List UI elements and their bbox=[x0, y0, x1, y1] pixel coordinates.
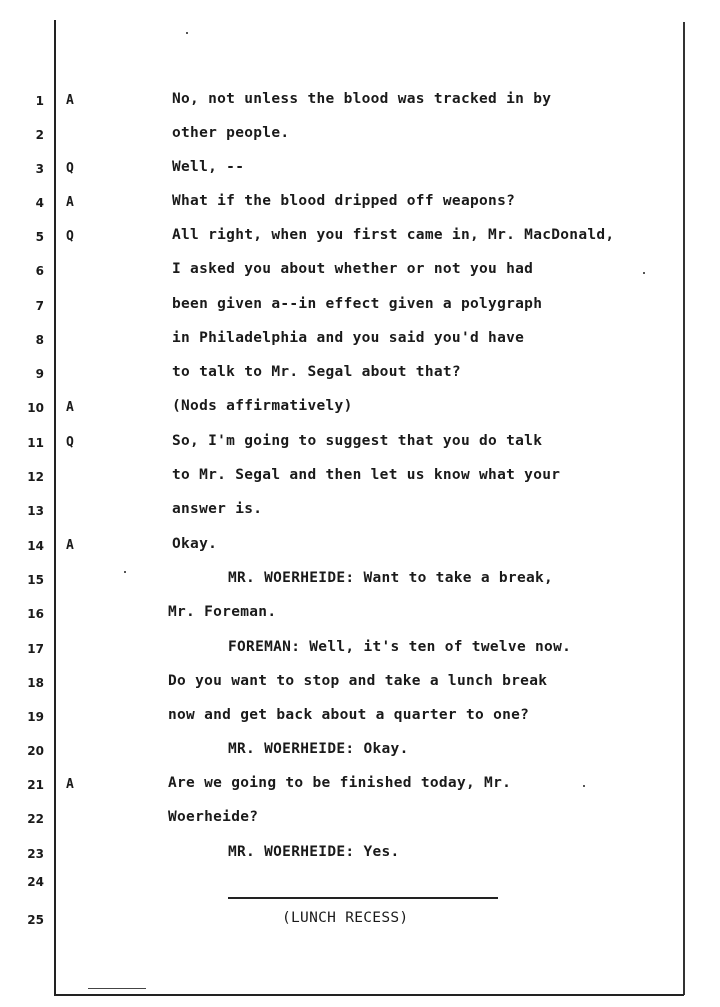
line-number: 11 bbox=[27, 436, 44, 450]
bottom-margin-rule bbox=[54, 994, 684, 996]
transcript-line bbox=[0, 808, 720, 832]
transcript-line bbox=[0, 158, 720, 182]
line-text: in Philadelphia and you said you'd have bbox=[172, 330, 525, 346]
line-number: 13 bbox=[27, 504, 44, 518]
transcript-line bbox=[0, 603, 720, 627]
line-number: 24 bbox=[27, 875, 44, 889]
transcript-line bbox=[0, 192, 720, 216]
line-number: 1 bbox=[35, 94, 44, 108]
speaker-label: Q bbox=[66, 161, 74, 176]
transcript-line bbox=[0, 706, 720, 730]
line-text: Woerheide? bbox=[168, 809, 259, 825]
line-text: (LUNCH RECESS) bbox=[282, 910, 409, 926]
line-number: 9 bbox=[35, 367, 44, 381]
transcript-line bbox=[0, 909, 720, 933]
line-text: MR. WOERHEIDE: Want to take a break, bbox=[228, 570, 554, 586]
line-text: been given a--in effect given a polygraph bbox=[172, 296, 543, 312]
line-text: FOREMAN: Well, it's ten of twelve now. bbox=[228, 639, 572, 655]
transcript-line bbox=[0, 672, 720, 696]
line-number: 23 bbox=[27, 847, 44, 861]
line-number: 7 bbox=[35, 299, 44, 313]
line-text: Mr. Foreman. bbox=[168, 604, 277, 620]
line-text: MR. WOERHEIDE: Okay. bbox=[228, 741, 409, 757]
line-text: answer is. bbox=[172, 501, 263, 517]
line-number: 25 bbox=[27, 913, 44, 927]
line-text: Okay. bbox=[172, 536, 218, 552]
line-number: 18 bbox=[27, 676, 44, 690]
speaker-label: Q bbox=[66, 435, 74, 450]
transcript-line bbox=[0, 740, 720, 764]
line-number: 15 bbox=[27, 573, 44, 587]
line-number: 16 bbox=[27, 607, 44, 621]
line-text: I asked you about whether or not you had bbox=[172, 261, 534, 277]
transcript-line bbox=[0, 260, 720, 284]
speaker-label: A bbox=[66, 93, 74, 108]
transcript-line bbox=[0, 397, 720, 421]
transcript-line bbox=[0, 466, 720, 490]
line-text: to Mr. Segal and then let us know what your bbox=[172, 467, 561, 483]
transcript-line bbox=[0, 295, 720, 319]
transcript-line bbox=[0, 226, 720, 250]
line-text: Do you want to stop and take a lunch break bbox=[168, 673, 548, 689]
transcript-line bbox=[0, 774, 720, 798]
line-number: 14 bbox=[27, 539, 44, 553]
line-text: What if the blood dripped off weapons? bbox=[172, 193, 516, 209]
transcript-line bbox=[0, 843, 720, 867]
line-number: 5 bbox=[35, 230, 44, 244]
transcript-line bbox=[0, 329, 720, 353]
line-text: (Nods affirmatively) bbox=[172, 398, 353, 414]
line-text: So, I'm going to suggest that you do talk bbox=[172, 433, 543, 449]
transcript-line bbox=[0, 871, 720, 895]
line-number: 3 bbox=[35, 162, 44, 176]
transcript-line bbox=[0, 638, 720, 662]
speaker-label: A bbox=[66, 538, 74, 553]
line-number: 4 bbox=[35, 196, 44, 210]
section-divider bbox=[228, 897, 498, 899]
line-number: 2 bbox=[35, 128, 44, 142]
bottom-margin-mark bbox=[88, 988, 146, 989]
transcript-line bbox=[0, 90, 720, 114]
line-number: 20 bbox=[27, 744, 44, 758]
speaker-label: Q bbox=[66, 229, 74, 244]
line-text: to talk to Mr. Segal about that? bbox=[172, 364, 461, 380]
transcript-line bbox=[0, 500, 720, 524]
speaker-label: A bbox=[66, 195, 74, 210]
transcript-line bbox=[0, 432, 720, 456]
scan-speck bbox=[186, 32, 188, 34]
line-number: 17 bbox=[27, 642, 44, 656]
line-text: All right, when you first came in, Mr. MacDonald, bbox=[172, 227, 615, 243]
line-text: Well, -- bbox=[172, 159, 245, 175]
line-text: MR. WOERHEIDE: Yes. bbox=[228, 844, 400, 860]
line-number: 6 bbox=[35, 264, 44, 278]
line-text: Are we going to be finished today, Mr. bbox=[168, 775, 512, 791]
speaker-label: A bbox=[66, 777, 74, 792]
line-number: 10 bbox=[27, 401, 44, 415]
line-number: 22 bbox=[27, 812, 44, 826]
transcript-line bbox=[0, 535, 720, 559]
line-number: 21 bbox=[27, 778, 44, 792]
speaker-label: A bbox=[66, 400, 74, 415]
line-number: 8 bbox=[35, 333, 44, 347]
line-text: No, not unless the blood was tracked in by bbox=[172, 91, 552, 107]
line-number: 12 bbox=[27, 470, 44, 484]
line-number: 19 bbox=[27, 710, 44, 724]
transcript-line bbox=[0, 363, 720, 387]
line-text: now and get back about a quarter to one? bbox=[168, 707, 530, 723]
transcript-line bbox=[0, 569, 720, 593]
line-text: other people. bbox=[172, 125, 290, 141]
transcript-line bbox=[0, 124, 720, 148]
